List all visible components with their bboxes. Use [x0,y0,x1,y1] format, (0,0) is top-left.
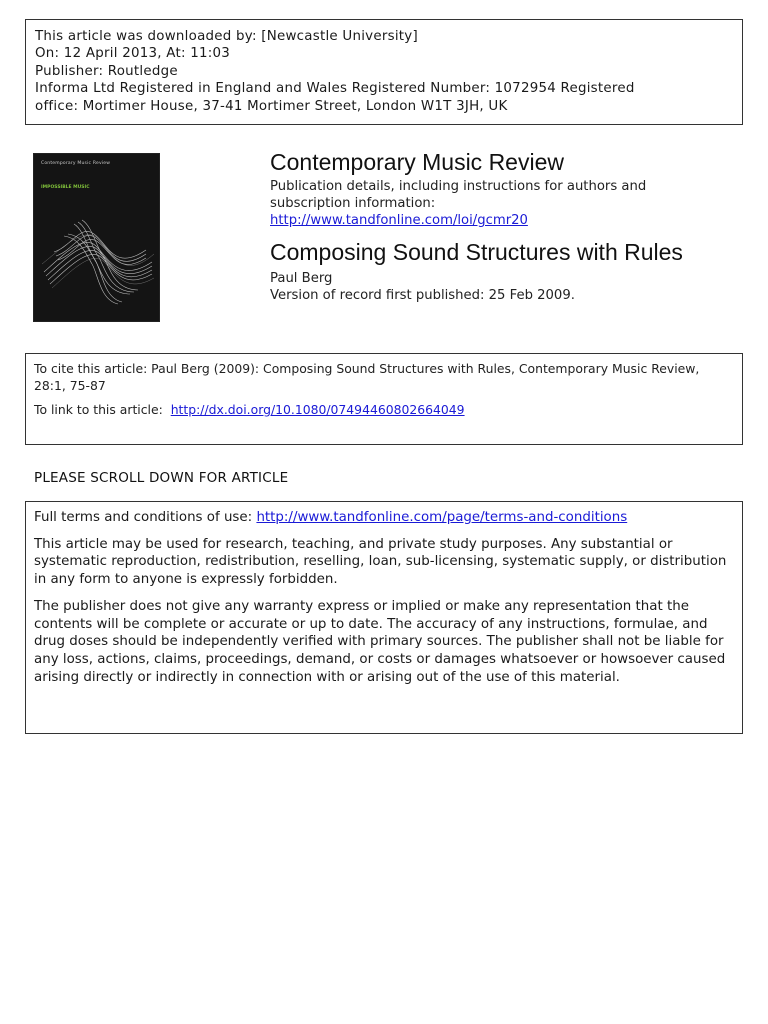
registration-line: Informa Ltd Registered in England and Wales Registered Number: 1072954 Registered [35,81,635,97]
download-line: This article was downloaded by: [Newcastle University] [35,29,418,44]
journal-url-link[interactable]: http://www.tandfonline.com/loi/gcmr20 [270,213,528,229]
publisher-line: Publisher: Routledge [35,63,178,79]
publication-details-line: subscription information: [270,196,436,212]
download-date-line: On: 12 April 2013, At: 11:03 [35,46,231,62]
journal-title: Contemporary Music Review [270,149,564,175]
citation-text: To cite this article: Paul Berg (2009): Composing Sound Structures with Rules, Contemporary Music Review, 28:1, 75-87 [34,361,700,393]
article-link-line [34,402,734,419]
doi-link[interactable]: http://dx.doi.org/10.1080/07494460802664049 [170,402,465,418]
article-title: Composing Sound Structures with Rules [270,239,683,265]
terms-link[interactable]: http://www.tandfonline.com/page/terms-and-conditions [256,510,628,525]
cover-issue-label: IMPOSSIBLE MUSIC [41,185,90,190]
terms-label: Full terms and conditions of use: [34,510,253,525]
publication-details-line: Publication details, including instructions for authors and [270,179,647,194]
scroll-notice: PLEASE SCROLL DOWN FOR ARTICLE [34,470,289,486]
publication-details [270,178,720,230]
terms-paragraph: This article may be used for research, teaching, and private study purposes. Any substantial or systematic reproduction, redistribution, reselling, loan, sub-licensing, systematic supply, or distribution in any form to anyone is expressly forbidden. [34,536,727,588]
disclaimer-paragraph: The publisher does not give any warranty express or implied or make any representation that the contents will be complete or accurate or up to date. The accuracy of any instructions, formulae, and drug doses should be independently verified with primary sources. The publisher shall not be liable for any loss, actions, claims, proceedings, demand, or costs or damages whatsoever or howsoever caused arising directly or indirectly in connection with or arising out of the use of this material. [34,598,726,685]
article-author: Paul Berg [270,271,333,286]
article-version: Version of record first published: 25 Feb 2009. [270,288,575,304]
terms-link-line [34,509,734,527]
cover-title: Contemporary Music Review [41,161,111,166]
office-line: office: Mortimer House, 37-41 Mortimer Street, London W1T 3JH, UK [35,98,508,114]
article-link-label: To link to this article: [34,402,163,418]
journal-cover-image [33,153,160,322]
terms-box [25,501,743,734]
download-notice-box [25,19,743,125]
cover-artwork-icon [34,154,160,322]
article-meta [270,270,575,305]
citation-box [25,353,743,445]
